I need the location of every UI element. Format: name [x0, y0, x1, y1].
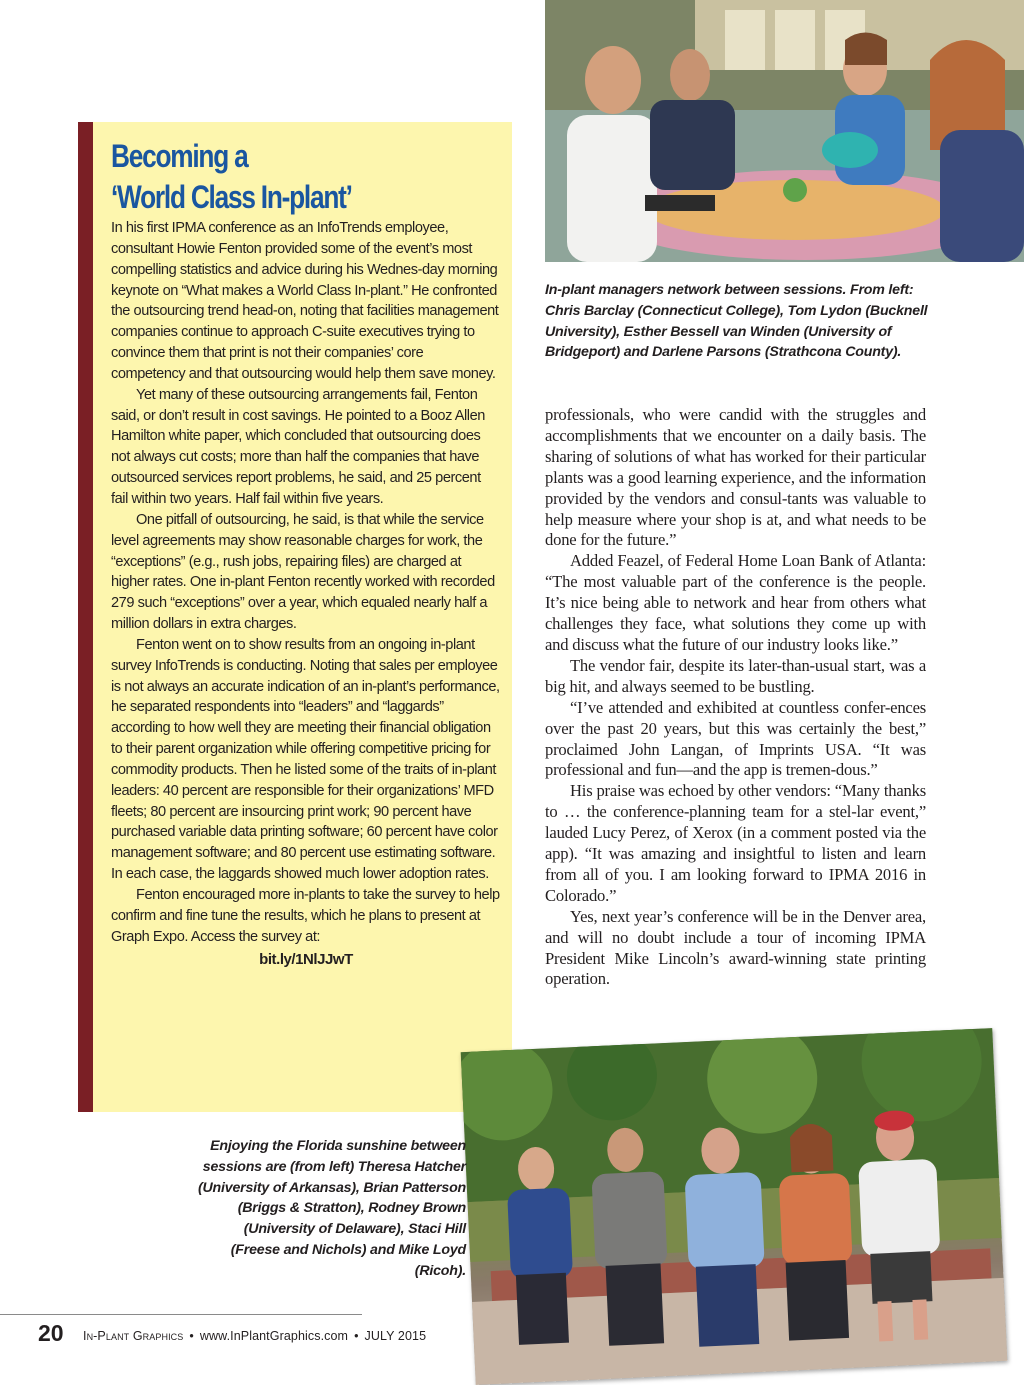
photo-group-sunshine: [461, 1028, 1008, 1385]
sidebar-paragraph: In his first IPMA conference as an InfoTrends employee, consultant Howie Fenton provided some of the event’s most compelling statistics and advice during his Wednes-day morning keynote on “What makes a World Class In-plant.” He confronted the outsourcing trend head-on, noting that facilities management companies continue to approach C-suite executives trying to convince them that print is not their companies’ core competency and that outsourcing would help them save money.: [111, 220, 499, 382]
article-paragraph: “I’ve attended and exhibited at countless confer-ences over the past 20 years, but this was certainly the best,” proclaimed John Langan, of Imprints USA. “It was professional and fun—and the app is tremen-dous.”: [545, 697, 926, 780]
sidebar-title-line-2: ‘World Class In-plant’: [111, 179, 352, 215]
photo-group-caption: Enjoying the Florida sunshine between sessions are (from left) Theresa Hatcher (University of Arkansas), Brian Patterson (Briggs & Stratton), Rodney Brown (University of Delaware), Staci Hill (Freese and Nichols) and Mike Loyd (Ricoh).: [197, 1138, 466, 1279]
article-body: [545, 405, 926, 990]
photo-networking-caption: In-plant managers network between sessions. From left: Chris Barclay (Connecticut College), Tom Lydon (Bucknell University), Esther Bessell van Winden (University of Bridgeport) and Darlene Parsons (Strathcona County).: [545, 282, 928, 361]
photo-networking: [545, 0, 1024, 262]
photo-networking-illustration: [545, 0, 1024, 262]
article-paragraph: His praise was echoed by other vendors: “Many thanks to … the conference-planning team for a stel-lar event,” lauded Lucy Perez, of Xerox (in a comment posted via the app). “It was amazing and insightful to listen and learn from all of you. I am looking forward to IPMA 2016 in Colorado.”: [545, 781, 926, 905]
sidebar-paragraph: Fenton went on to show results from an ongoing in-plant survey InfoTrends is conducting. Noting that sales per employee is not always an accurate indication of an in-plant’s performance, he separated respondents into “leaders” and “laggards” according to how well they are meeting their financial obligation to their parent organization while offering competitive pricing for commodity products. Then he listed some of the traits of in-plant leaders: 40 percent are responsible for their organizations’ MFD fleets; 80 percent are insourcing print work; 90 percent have purchased variable data printing software; 60 percent have color management software; and 80 percent use estimating software. In each case, the laggards showed much lower adoption rates.: [111, 636, 500, 883]
footer-separator: •: [189, 1329, 194, 1343]
sidebar-paragraph: Yet many of these outsourcing arrangements fail, Fenton said, or don’t result in cost savings. He pointed to a Booz Allen Hamilton white paper, which concluded that outsourcing does not always cut costs; more than half the companies that have outsourced services report problems, he said, and 25 percent fail within two years. Half fail within five years.: [111, 386, 485, 507]
photo-group-illustration: [461, 1028, 1008, 1385]
footer-divider: [0, 1314, 362, 1315]
sidebar-box: [78, 122, 512, 1112]
footer-separator-2: •: [354, 1329, 359, 1343]
sidebar-accent-bar: [78, 122, 93, 1112]
sidebar-title-line-1: Becoming a: [111, 138, 248, 174]
sidebar-paragraph: One pitfall of outsourcing, he said, is that while the service level agreements may show reasonable charges for work, the “exceptions” (e.g., rush jobs, repairing files) are charged at higher rates. One in-plant Fenton recently worked with recorded 279 such “exceptions” over a year, which equaled nearly half a million dollars in extra charges.: [111, 511, 495, 633]
article-paragraph: professionals, who were candid with the struggles and accomplishments that we encounter on a daily basis. The sharing of solutions of what has worked for their particular plants was a good learning experience, and the information provided by the vendors and consul-tants was valuable to help measure where your shop is at, and what needs to be done for the future.”: [545, 405, 926, 550]
sidebar-title: [111, 136, 431, 218]
article-paragraph: Yes, next year’s conference will be in the Denver area, and will no doubt include a tour of incoming IPMA President Mike Lincoln’s award-winning state printing operation.: [545, 906, 926, 989]
sidebar-paragraph: Fenton encouraged more in-plants to take the survey to help confirm and fine tune the results, which he plans to present at Graph Expo. Access the survey at:: [111, 887, 500, 945]
article-paragraph: Added Feazel, of Federal Home Loan Bank of Atlanta: “The most valuable part of the conference is the people. It’s nice being able to network and hear from others what challenges they face, what solutions they come up with and discuss what the future of our industry looks like.”: [545, 551, 926, 654]
article-paragraph: The vendor fair, despite its later-than-usual start, was a big hit, and always seemed to be bustling.: [545, 655, 926, 696]
sidebar-body: [111, 218, 501, 970]
footer-line: [83, 1329, 426, 1343]
page-number: 20: [38, 1320, 64, 1346]
survey-link[interactable]: bit.ly/1NlJJwT: [259, 950, 353, 968]
footer-website[interactable]: www.InPlantGraphics.com: [199, 1329, 349, 1343]
footer-publication: In-Plant Graphics: [83, 1329, 184, 1343]
footer-date: JULY 2015: [364, 1329, 427, 1343]
